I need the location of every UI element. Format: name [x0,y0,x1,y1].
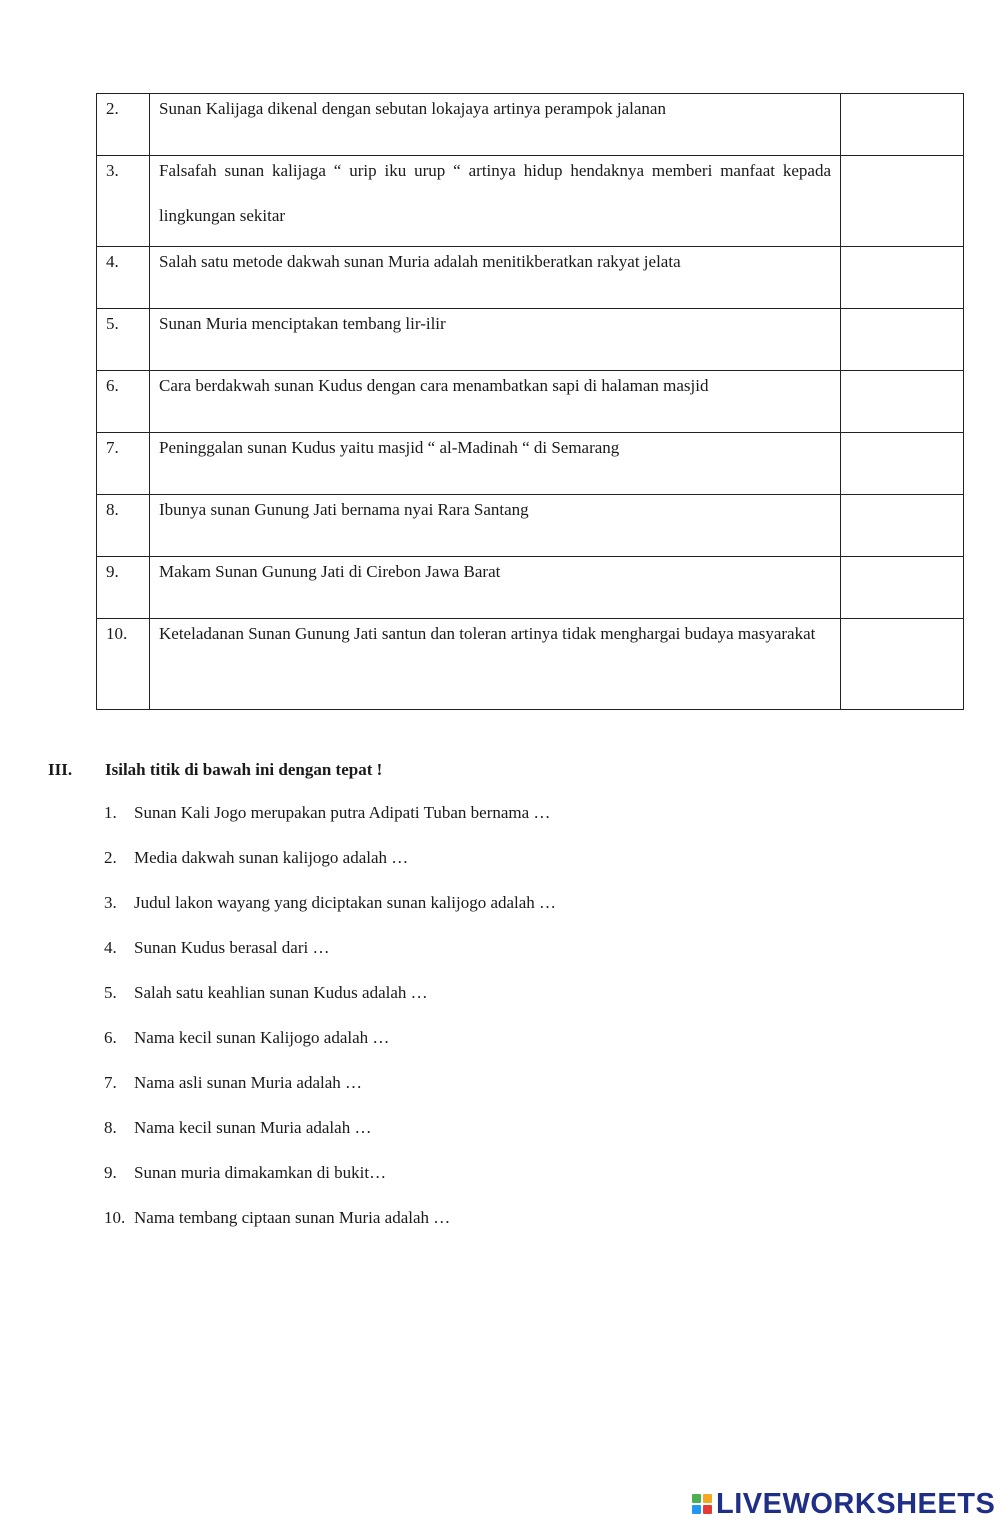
list-item: 10. Nama tembang ciptaan sunan Muria adalah … [104,1208,451,1227]
answer-cell[interactable] [841,309,964,371]
list-item: 9. Sunan muria dimakamkan di bukit… [104,1163,387,1182]
row-number: 8. [106,500,119,519]
answer-cell[interactable] [841,371,964,433]
row-number: 4. [106,252,119,271]
list-item: 4. Sunan Kudus berasal dari … [104,938,330,957]
liveworksheets-logo[interactable] [692,1488,995,1520]
fill-in-list [104,801,556,1251]
list-item: 8. Nama kecil sunan Muria adalah … [104,1118,372,1137]
row-number: 7. [106,438,119,457]
row-statement: Ibunya sunan Gunung Jati bernama nyai Rara Santang [159,500,529,519]
list-item: 6. Nama kecil sunan Kalijogo adalah … [104,1028,390,1047]
row-statement: Keteladanan Sunan Gunung Jati santun dan toleran artinya tidak menghargai budaya masyarakat [159,624,816,643]
row-number: 3. [106,161,119,180]
row-statement: Peninggalan sunan Kudus yaitu masjid “ al-Madinah “ di Semarang [159,438,620,457]
table-row [97,371,964,433]
list-item: 7. Nama asli sunan Muria adalah … [104,1073,363,1092]
answer-cell[interactable] [841,619,964,710]
answer-cell[interactable] [841,94,964,156]
row-statement: Sunan Kalijaga dikenal dengan sebutan lokajaya artinya perampok jalanan [159,99,666,118]
logo-icon [692,1494,712,1514]
row-statement: Cara berdakwah sunan Kudus dengan cara menambatkan sapi di halaman masjid [159,376,709,395]
list-item: 1. Sunan Kali Jogo merupakan putra Adipati Tuban bernama … [104,803,551,822]
row-statement: Sunan Muria menciptakan tembang lir-ilir [159,314,446,333]
section-instruction: Isilah titik di bawah ini dengan tepat ! [105,760,383,779]
row-number: 2. [106,99,119,118]
table-row [97,309,964,371]
list-item: 2. Media dakwah sunan kalijogo adalah … [104,848,409,867]
answer-cell[interactable] [841,433,964,495]
table-row [97,247,964,309]
table-row [97,156,964,247]
list-item: 3. Judul lakon wayang yang diciptakan sunan kalijogo adalah … [104,893,557,912]
table-row [97,433,964,495]
section-3-heading [48,758,948,782]
answer-cell[interactable] [841,495,964,557]
row-number: 6. [106,376,119,395]
row-number: 10. [106,624,128,643]
answer-cell[interactable] [841,247,964,309]
answer-cell[interactable] [841,557,964,619]
section-number: III. [48,760,73,779]
row-statement: Falsafah sunan kalijaga “ urip iku urup “ artinya hidup hendaknya memberi manfaat kepada lingkungan sekitar [159,161,831,225]
row-number: 5. [106,314,119,333]
table-row [97,495,964,557]
list-item: 5. Salah satu keahlian sunan Kudus adalah … [104,983,428,1002]
true-false-table [96,93,964,710]
table-row [97,94,964,156]
row-statement: Salah satu metode dakwah sunan Muria adalah menitikberatkan rakyat jelata [159,252,681,271]
table-row [97,619,964,710]
answer-cell[interactable] [841,156,964,247]
row-number: 9. [106,562,119,581]
brand-name: LIVEWORKSHEETS [716,1488,996,1520]
row-statement: Makam Sunan Gunung Jati di Cirebon Jawa Barat [159,562,501,581]
table-row [97,557,964,619]
